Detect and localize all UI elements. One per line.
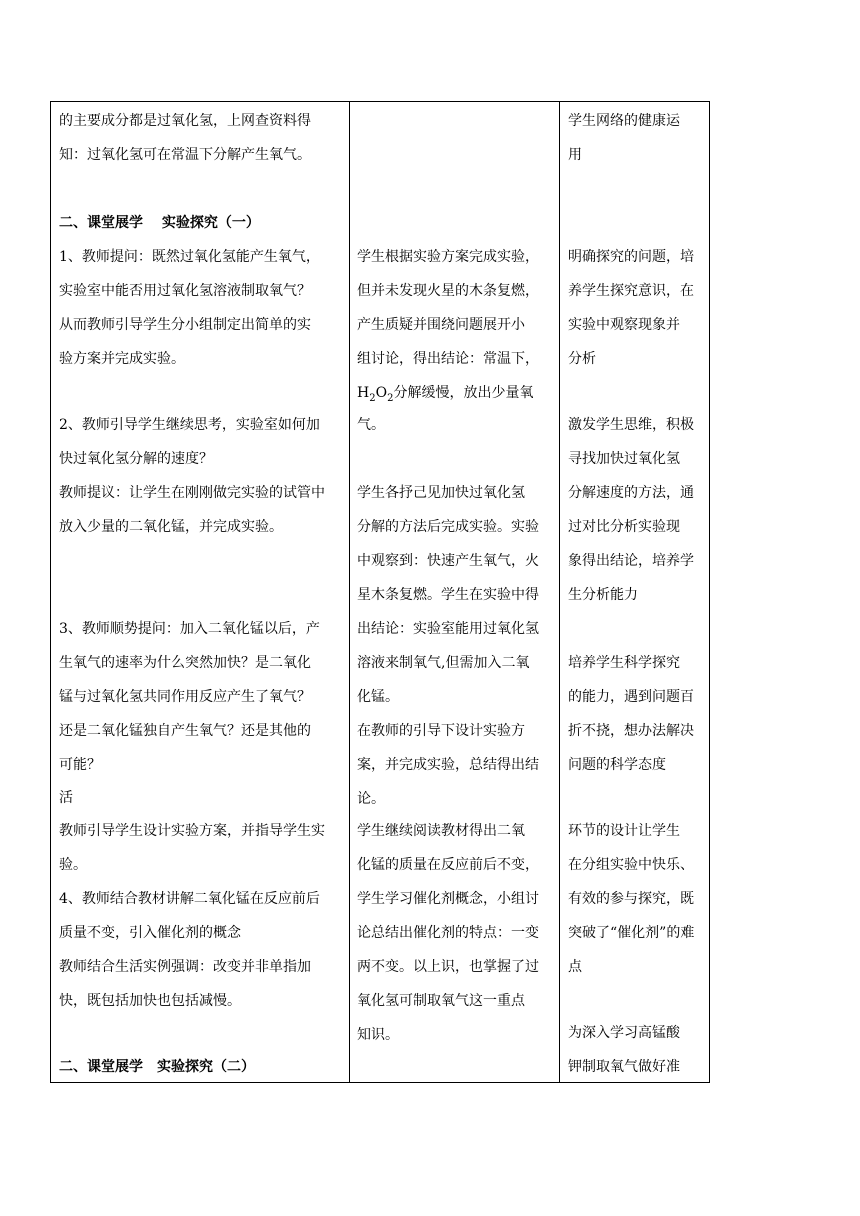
teacher-line: 2、教师引导学生继续思考，实验室如何加 (59, 417, 320, 433)
purpose-line: 环节的设计让学生 (568, 823, 680, 839)
teacher-line: 质量不变，引入催化剂的概念 (59, 925, 241, 941)
purpose-line: 在分组实验中快乐、 (568, 857, 694, 873)
purpose-line: 学生网络的健康运 (568, 113, 680, 129)
purpose-line: 钾制取氧气做好准 (568, 1059, 680, 1075)
teacher-line: 锰与过氧化氢共同作用反应产生了氧气？ (59, 689, 311, 705)
student-line: 学生继续阅读教材得出二氧 (357, 823, 525, 839)
lesson-table (50, 101, 710, 1083)
student-line: 在教师的引导下设计实验方 (357, 723, 525, 739)
purpose-line: 寻找加快过氧化氢 (568, 451, 680, 467)
teacher-line: 4、教师结合教材讲解二氧化锰在反应前后 (59, 891, 320, 907)
column-divider (559, 102, 560, 1082)
student-line: 但并未发现火星的木条复燃， (357, 283, 539, 299)
teacher-line: 1、教师提问：既然过氧化氢能产生氧气， (59, 249, 320, 265)
purpose-line: 有效的参与探究，既 (568, 891, 694, 907)
teacher-line: 的主要成分都是过氧化氢，上网查资料得 (59, 113, 311, 129)
purpose-line: 问题的科学态度 (568, 757, 666, 773)
student-line: 出结论：实验室能用过氧化氢 (357, 621, 539, 637)
teacher-line: 教师提议：让学生在刚刚做完实验的试管中 (59, 485, 325, 501)
purpose-line: 培养学生科学探究 (568, 655, 680, 671)
student-line: 气。 (357, 417, 385, 433)
teacher-line: 教师结合生活实例强调：改变并非单指加 (59, 959, 311, 975)
purpose-line: 点 (568, 959, 582, 975)
student-line: 案，并完成实验，总结得出结 (357, 757, 539, 773)
student-line: 化锰。 (357, 689, 399, 705)
student-line: 学生各抒己见加快过氧化氢 (357, 485, 525, 501)
student-line: 化锰的质量在反应前后不变， (357, 857, 539, 873)
section-heading: 二、课堂展学 实验探究（二） (59, 1059, 255, 1075)
student-line: 论。 (357, 791, 385, 807)
teacher-line: 生氧气的速率为什么突然加快？是二氧化 (59, 655, 311, 671)
purpose-line: 折不挠，想办法解决 (568, 723, 694, 739)
purpose-line: 过对比分析实验现 (568, 519, 680, 535)
teacher-line: 从而教师引导学生分小组制定出简单的实 (59, 317, 311, 333)
teacher-line: 实验室中能否用过氧化氢溶液制取氧气？ (59, 283, 311, 299)
student-line: 组讨论，得出结论：常温下， (357, 351, 539, 367)
teacher-line: 活 (59, 790, 73, 806)
purpose-line: 实验中观察现象并 (568, 317, 680, 333)
teacher-line: 快过氧化氢分解的速度？ (59, 451, 213, 467)
purpose-line: 分解速度的方法，通 (568, 485, 694, 501)
student-line: 学生根据实验方案完成实验， (357, 249, 539, 265)
purpose-line: 象得出结论，培养学 (568, 553, 694, 569)
purpose-line: 分析 (568, 351, 596, 367)
teacher-line: 3、教师顺势提问：加入二氧化锰以后，产 (59, 621, 320, 637)
student-line: 论总结出催化剂的特点：一变 (357, 925, 539, 941)
student-line: 溶液来制氧气,但需加入二氧 (357, 655, 530, 671)
student-line: 学生学习催化剂概念，小组讨 (357, 891, 539, 907)
teacher-line: 知：过氧化氢可在常温下分解产生氧气。 (59, 147, 311, 163)
purpose-line: 为深入学习高锰酸 (568, 1025, 680, 1041)
student-line: 两不变。以上识，也掌握了过 (357, 959, 539, 975)
teacher-line: 快，既包括加快也包括减慢。 (59, 993, 241, 1009)
student-line: 星木条复燃。学生在实验中得 (357, 587, 539, 603)
student-line: 分解的方法后完成实验。实验 (357, 519, 539, 535)
student-line: 氧化氢可制取氧气这一重点 (357, 993, 525, 1009)
purpose-line: 用 (568, 147, 582, 163)
student-formula-line: $H_2O_2$分解缓慢，放出少量氧 (357, 385, 534, 404)
teacher-line: 教师引导学生设计实验方案，并指导学生实 (59, 823, 325, 839)
purpose-line: 激发学生思维，积极 (568, 417, 694, 433)
chemical-formula: $H_2O_2$ (357, 385, 394, 404)
teacher-line: 验。 (59, 857, 87, 873)
purpose-line: 生分析能力 (568, 587, 638, 603)
student-line: 知识。 (357, 1027, 399, 1043)
purpose-line: 养学生探究意识，在 (568, 283, 694, 299)
student-line: 产生质疑并围绕问题展开小 (357, 317, 525, 333)
purpose-line: 突破了“催化剂”的难 (568, 925, 695, 941)
column-divider (349, 102, 350, 1082)
teacher-line: 还是二氧化锰独自产生氧气？还是其他的 (59, 723, 311, 739)
teacher-line: 可能？ (59, 757, 101, 773)
section-heading: 二、课堂展学 实验探究（一） (59, 215, 260, 231)
teacher-line: 放入少量的二氧化锰，并完成实验。 (59, 519, 283, 535)
purpose-line: 的能力，遇到问题百 (568, 689, 694, 705)
purpose-line: 明确探究的问题，培 (568, 249, 694, 265)
teacher-line: 验方案并完成实验。 (59, 351, 185, 367)
student-line: 中观察到：快速产生氧气，火 (357, 553, 539, 569)
